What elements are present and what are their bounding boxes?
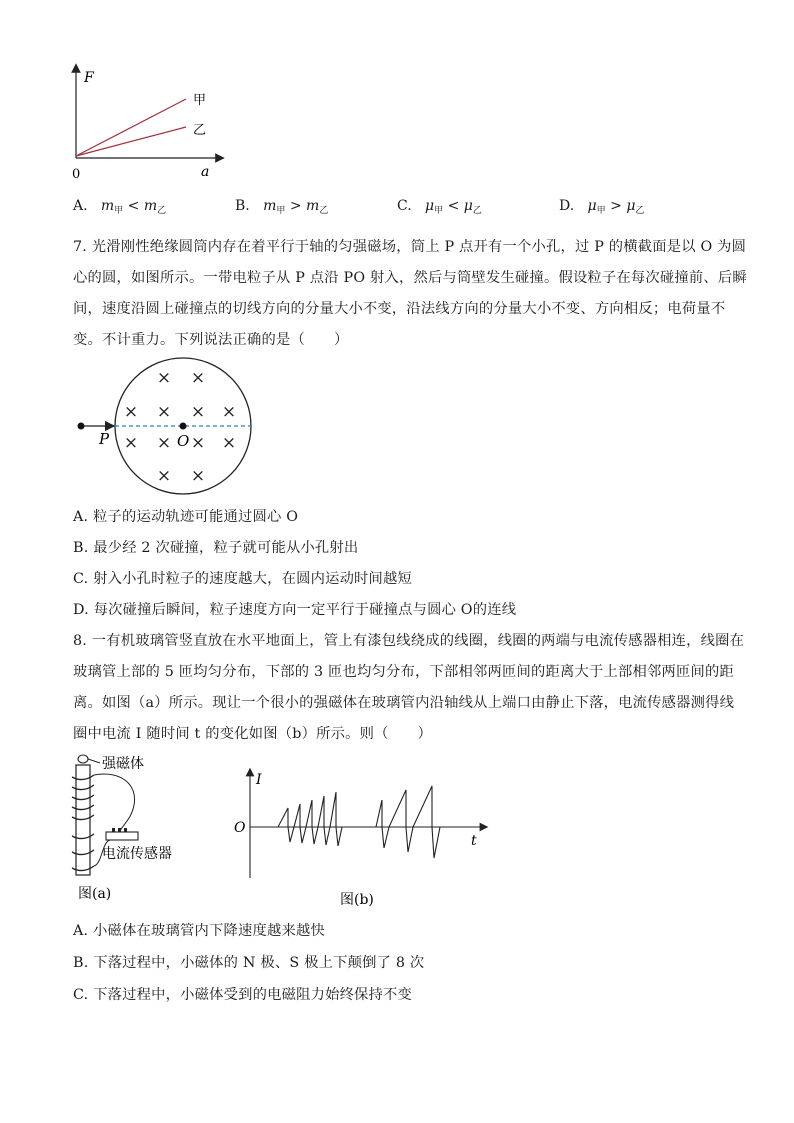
field-mark: × (123, 433, 139, 453)
field-mark: × (190, 402, 206, 422)
fig-a-caption: 图(a) (78, 886, 112, 902)
q6-yi-label: 乙 (193, 123, 207, 138)
q6-graph (60, 62, 230, 184)
q6-option-a[interactable]: A. $m_甲 < m_乙$ (73, 198, 167, 216)
q6-line-jia (76, 99, 186, 156)
field-mark: × (190, 368, 206, 388)
q7-stem-line-3: 间，速度沿圆上碰撞点的切线方向的分量大小不变，沿法线方向的分量大小不变、方向相反；电荷量不 (73, 301, 726, 317)
q7-label-o: O (177, 432, 190, 450)
q6-option-b[interactable]: B. $m_甲 > m_乙$ (235, 198, 329, 216)
q8-option-a[interactable]: A. 小磁体在玻璃管内下降速度越来越快 (73, 923, 325, 939)
field-mark: × (190, 433, 206, 453)
coil-turns (72, 775, 94, 871)
q7-center-dot (180, 423, 187, 430)
q7-particle-dot (78, 423, 85, 430)
q7-stem-line-4: 变。不计重力。下列说法正确的是（ ） (73, 332, 349, 348)
field-mark: × (190, 466, 206, 486)
q6-jia-label: 甲 (193, 93, 207, 108)
sensor-label: 电流传感器 (102, 846, 172, 862)
current-sensor (106, 832, 138, 840)
q8-stem-line-4: 圈中电流 I 随时间 t 的变化如图（b）所示。则（ ） (73, 726, 433, 742)
q7-option-b[interactable]: B. 最少经 2 次碰撞，粒子就可能从小孔射出 (73, 540, 359, 556)
q7-option-d[interactable]: D. 每次碰撞后瞬间，粒子速度方向一定平行于碰撞点与圆心 O的连线 (73, 602, 517, 618)
magnet (78, 755, 88, 763)
wire-top (94, 774, 135, 834)
field-mark: × (156, 466, 172, 486)
q6-options (73, 198, 753, 218)
q7-figure (72, 355, 272, 505)
q8-stem-line-3: 离。如图（a）所示。现让一个很小的强磁体在玻璃管内沿轴线从上端口由静止下落，电流传感器测得线 (73, 695, 735, 711)
q7-stem-line-1: 7. 光滑刚性绝缘圆筒内存在着平行于轴的匀强磁场，筒上 P 点开有一个小孔，过 P 的横截面是以 O 为圆 (73, 239, 747, 255)
fig-b-x-label: t (471, 833, 477, 849)
magnet-leader (88, 759, 100, 763)
q7-label-p: P (99, 430, 110, 448)
fig-b-y-label: I (256, 772, 262, 788)
field-mark: × (156, 368, 172, 388)
q7-option-c[interactable]: C. 射入小孔时粒子的速度越大，在圆内运动时间越短 (73, 571, 413, 587)
q6-y-label: F (84, 70, 94, 86)
field-mark: × (156, 402, 172, 422)
fig-b-origin: O (234, 820, 246, 836)
q6-origin-label: 0 (72, 167, 81, 182)
q8-figure-b (228, 766, 490, 912)
field-mark: × (156, 433, 172, 453)
q8-option-b[interactable]: B. 下落过程中，小磁体的 N 极、S 极上下颠倒了 8 次 (73, 955, 425, 971)
q8-figure-a (66, 750, 206, 910)
fig-b-current-curve (250, 786, 472, 858)
q6-option-d[interactable]: D. $\mu_甲 > \mu_乙$ (559, 198, 645, 216)
q8-option-c[interactable]: C. 下落过程中，小磁体受到的电磁阻力始终保持不变 (73, 987, 413, 1003)
q6-line-yi (76, 127, 186, 156)
magnet-label: 强磁体 (102, 756, 144, 772)
q7-option-a[interactable]: A. 粒子的运动轨迹可能通过圆心 O (73, 509, 299, 525)
q8-stem-line-2: 玻璃管上部的 5 匝均匀分布，下部的 3 匝也均匀分布，下部相邻两匝间的距离大于上部相邻两匝间的距 (73, 664, 734, 680)
field-mark: × (221, 433, 237, 453)
fig-b-caption: 图(b) (340, 892, 374, 908)
field-mark: × (123, 402, 139, 422)
q6-option-c[interactable]: C. $\mu_甲 < \mu_乙$ (397, 198, 482, 216)
field-mark: × (221, 402, 237, 422)
q6-x-label: a (201, 164, 210, 180)
q8-stem-line-1: 8. 一有机玻璃管竖直放在水平地面上，管上有漆包线绕成的线圈，线圈的两端与电流传感器相连，线圈在 (73, 633, 745, 649)
q7-stem-line-2: 心的圆，如图所示。一带电粒子从 P 点沿 PO 射入，然后与筒壁发生碰撞。假设粒子在每次碰撞前、后瞬 (73, 270, 747, 286)
